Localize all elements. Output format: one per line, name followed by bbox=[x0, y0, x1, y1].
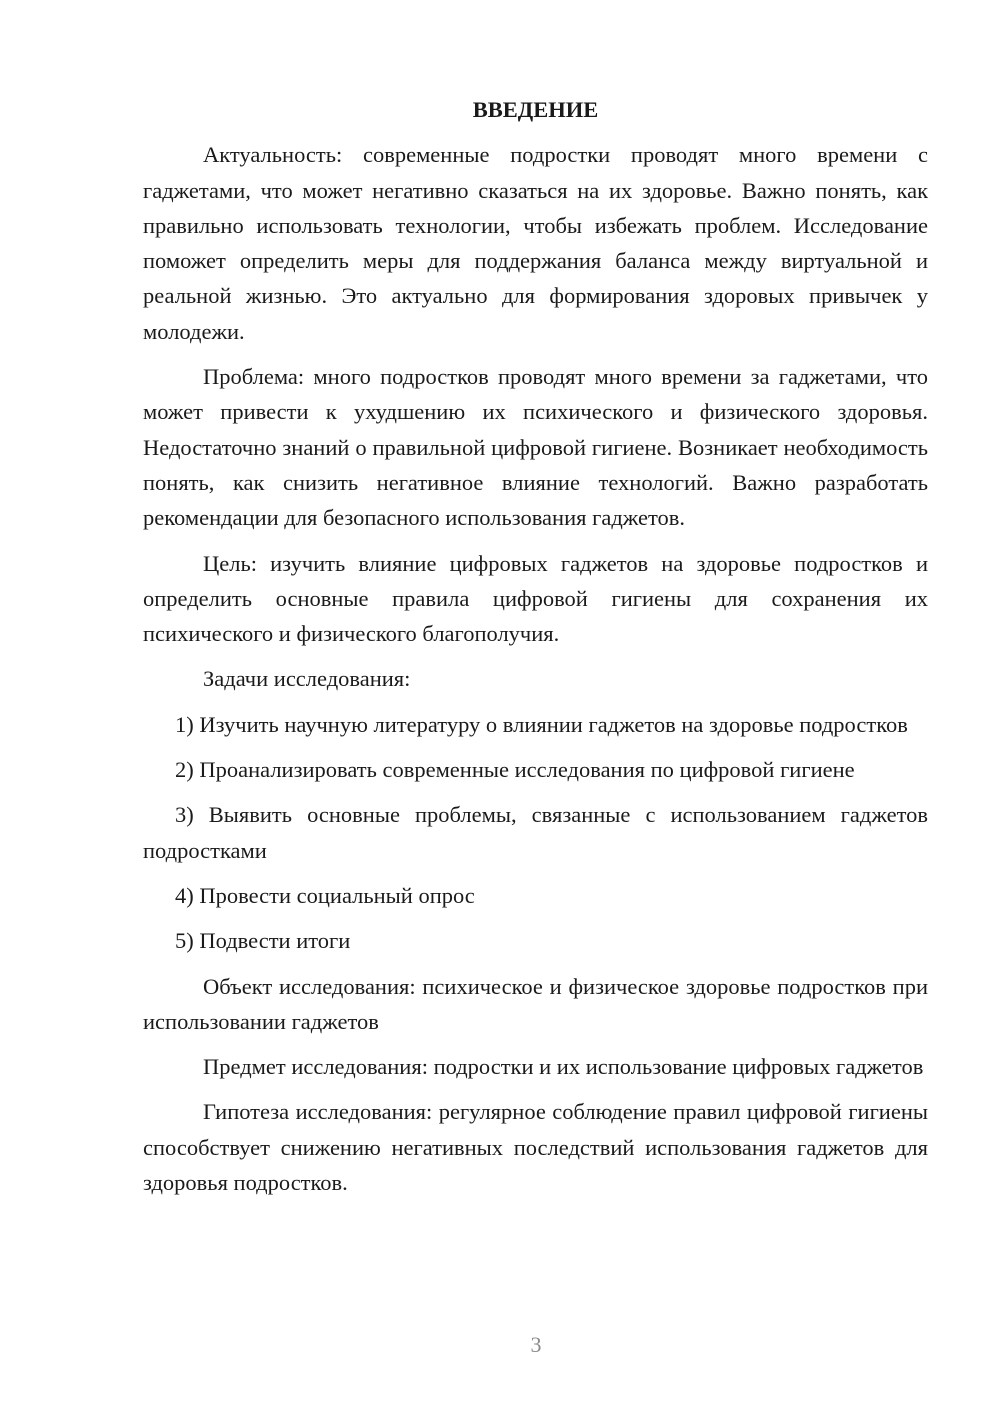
task-item-4: 4) Провести социальный опрос bbox=[175, 882, 475, 908]
page-content bbox=[143, 92, 928, 1210]
paragraph-goal: Цель: изучить влияние цифровых гаджетов на здоровье подростков и определить основные правила цифровой гигиены для сохранения их психического и физического благополучия. bbox=[143, 550, 928, 647]
paragraph-object: Объект исследования: психическое и физическое здоровье подростков при использовании гаджетов bbox=[143, 973, 928, 1034]
paragraph-relevance: Актуальность: современные подростки проводят много времени с гаджетами, что может негативно сказаться на их здоровье. Важно понять, как правильно использовать технологии, чтобы избежать проблем. Исследование поможет определить меры для поддержания баланса между виртуальной и реальной жизнью. Это актуально для формирования здоровых привычек у молодежи. bbox=[143, 142, 928, 344]
task-item-3: 3) Выявить основные проблемы, связанные с использованием гаджетов подростками bbox=[143, 802, 928, 863]
paragraph-problem: Проблема: много подростков проводят много времени за гаджетами, что может привести к ухудшению их психического и физического здоровья. Недостаточно знаний о правильной цифровой гигиене. Возникает необходимость понять, как снизить негативное влияние технологий. Важно разработать рекомендации для безопасного использования гаджетов. bbox=[143, 364, 928, 531]
page-number: 3 bbox=[530, 1332, 542, 1357]
tasks-title: Задачи исследования: bbox=[203, 666, 411, 692]
task-item-1: 1) Изучить научную литературу о влиянии гаджетов на здоровье подростков bbox=[175, 711, 908, 737]
paragraph-hypothesis: Гипотеза исследования: регулярное соблюдение правил цифровой гигиены способствует снижению негативных последствий использования гаджетов для здоровья подростков. bbox=[143, 1099, 928, 1196]
page-title: ВВЕДЕНИЕ bbox=[472, 97, 599, 122]
task-item-2: 2) Проанализировать современные исследования по цифровой гигиене bbox=[175, 757, 855, 783]
task-item-5: 5) Подвести итоги bbox=[175, 928, 351, 954]
paragraph-subject: Предмет исследования: подростки и их использование цифровых гаджетов bbox=[203, 1054, 924, 1080]
